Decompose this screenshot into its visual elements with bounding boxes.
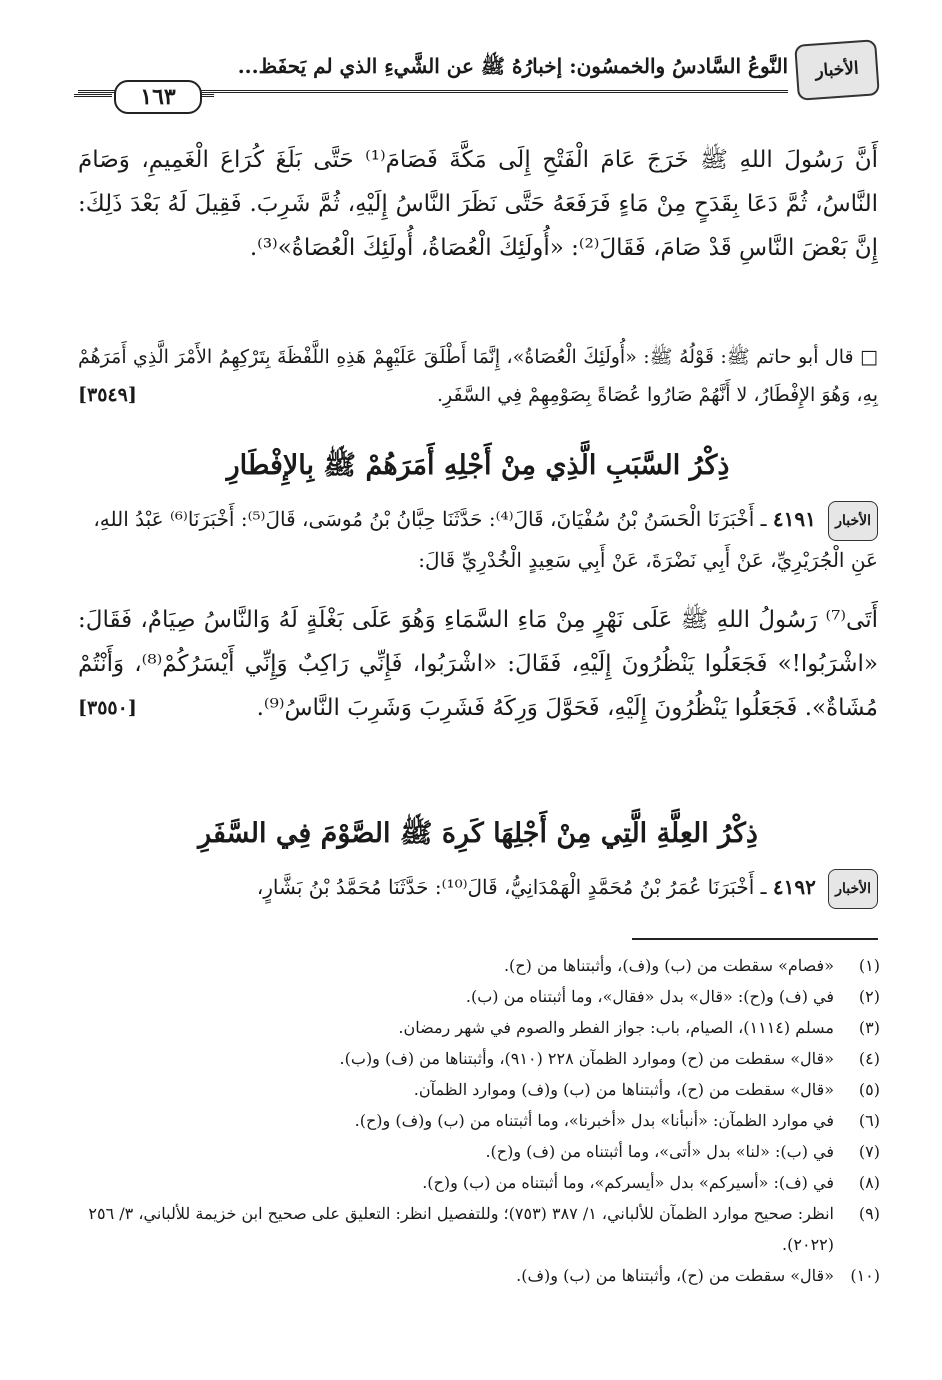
- page-number-rule-right: [200, 94, 214, 97]
- footnote-text: مسلم (١١١٤)، الصيام، باب: جواز الفطر والصوم في شهر رمضان.: [398, 1018, 834, 1037]
- hadith-isnad: [78, 868, 878, 909]
- footnote: [70, 1167, 880, 1198]
- hadith-text: [78, 598, 878, 730]
- commentary-text: □ قال أبو حاتم ﷺ: قَوْلُهُ ﷺ: «أُولَئِكَ الْعُصَاةُ»، إِنَّمَا أَطْلَقَ عَلَيْهِمْ هَذِهِ اللَّفْظَةَ بِتَرْكِهِمُ الأَمْرَ الَّذِي أَمَرَهُمْ بِهِ، وَهُوَ الإِفْطَارُ، لا أَنَّهُمْ صَارُوا عُصَاةً بِصَوْمِهِمْ فِي السَّفَرِ.: [78, 346, 878, 406]
- footnote: [70, 1260, 880, 1291]
- footnote-number: (١٠): [850, 1266, 880, 1285]
- footnote: [70, 1105, 880, 1136]
- hadith-text: أَنَّ رَسُولَ اللهِ ﷺ خَرَجَ عَامَ الْفَتْحِ إِلَى مَكَّةَ فَصَامَ⁽¹⁾ حَتَّى بَلَغَ كُرَاعَ الْغَمِيمِ، وَصَامَ النَّاسُ، ثُمَّ دَعَا بِقَدَحٍ مِنْ مَاءٍ فَرَفَعَهُ حَتَّى نَظَرَ النَّاسُ إِلَيْهِ، ثُمَّ شَرِبَ. فَقِيلَ لَهُ بَعْدَ ذَلِكَ: إِنَّ بَعْضَ النَّاسِ قَدْ صَامَ، فَقَالَ⁽²⁾: «أُولَئِكَ الْعُصَاةُ، أُولَئِكَ الْعُصَاةُ»⁽³⁾.: [78, 147, 879, 261]
- footnote: [70, 981, 880, 1012]
- footnote-text: في موارد الظمآن: «أنبأنا» بدل «أخبرنا»، وما أثبتناه من (ب) و(ف) و(ح).: [354, 1111, 834, 1130]
- akhbar-badge: الأخبار: [828, 869, 878, 909]
- section-heading: ذِكْرُ السَّبَبِ الَّذِي مِنْ أَجْلِهِ أَمَرَهُمْ ﷺ بِالإِفْطَارِ: [226, 450, 730, 481]
- footnote-text: «قال» سقطت من (ح)، وأثبتناها من (ب) و(ف) وموارد الظمآن.: [413, 1080, 834, 1099]
- footnote-number: (٦): [858, 1111, 880, 1130]
- akhbar-badge: الأخبار: [828, 501, 878, 541]
- footnote: [70, 1136, 880, 1167]
- page-number-rule-left: [74, 94, 112, 97]
- footnotes: [70, 950, 880, 1291]
- section-heading: ذِكْرُ العِلَّةِ الَّتِي مِنْ أَجْلِهَا كَرِهَ ﷺ الصَّوْمَ فِي السَّفَرِ: [198, 818, 758, 849]
- hadith-reference: [٣٥٥٠]: [78, 697, 137, 719]
- footnote: [70, 950, 880, 981]
- footnote-number: (٥): [858, 1080, 880, 1099]
- footnote-text: انظر: صحيح موارد الظمآن للألباني، ١/ ٣٨٧ (٧٥٣)؛ وللتفصيل انظر: التعليق على صحيح ابن خزيمة للألباني، ٣/ ٢٥٦ (٢٠٢٢).: [88, 1204, 834, 1254]
- footnote-text: «قال» سقطت من (ح)، وأثبتناها من (ب) و(ف).: [516, 1266, 834, 1285]
- section-badge: الأخبار: [794, 39, 880, 101]
- page-number: ١٦٣: [114, 80, 202, 114]
- commentary-note: [78, 338, 878, 414]
- footnote-rule: [632, 938, 878, 940]
- footnote: [70, 1074, 880, 1105]
- footnote-text: في (ف): «أسيركم» بدل «أيسركم»، وما أثبتناه من (ب) و(ح).: [422, 1173, 834, 1192]
- footnote: [70, 1198, 880, 1260]
- footnote-number: (٣): [858, 1018, 880, 1037]
- footnote-number: (٧): [858, 1142, 880, 1161]
- footnote-number: (٩): [858, 1204, 880, 1223]
- footnote-text: «قال» سقطت من (ح) وموارد الظمآن ٢٢٨ (٩١٠)، وأثبتناها من (ف) و(ب).: [339, 1049, 834, 1068]
- isnad-text: ـ أَخْبَرَنَا الْحَسَنُ بْنُ سُفْيَانَ، قَالَ⁽⁴⁾: حَدَّثَنَا حِبَّانُ بْنُ مُوسَى، قَالَ⁽⁵⁾: أَخْبَرَنَا⁽⁶⁾ عَبْدُ اللهِ، عَنِ الْجُرَيْرِيِّ، عَنْ أَبِي نَضْرَةَ، عَنْ أَبِي سَعِيدٍ الْخُدْرِيِّ قَالَ:: [93, 507, 878, 572]
- footnote-text: في (ب): «لنا» بدل «أتى»، وما أثبتناه من (ف) و(ح).: [485, 1142, 834, 1161]
- hadith-isnad: [78, 500, 878, 579]
- footnote-text: «فصام» سقطت من (ب) و(ف)، وأثبتناها من (ح).: [503, 956, 834, 975]
- hadith-number: ٤١٩٢: [772, 875, 816, 899]
- footnote: [70, 1012, 880, 1043]
- isnad-text: ـ أَخْبَرَنَا عُمَرُ بْنُ مُحَمَّدٍ الْهَمْدَانِيُّ، قَالَ⁽¹⁰⁾: حَدَّثَنَا مُحَمَّدُ بْنُ بَشَّارٍ،: [256, 875, 767, 899]
- footnote-number: (٤): [858, 1049, 880, 1068]
- hadith-body: أَتَى⁽⁷⁾ رَسُولُ اللهِ ﷺ عَلَى نَهْرٍ مِنْ مَاءِ السَّمَاءِ وَهُوَ عَلَى بَغْلَةٍ لَهُ وَالنَّاسُ صِيَامٌ، فَقَالَ: «اشْرَبُوا!» فَجَعَلُوا يَنْظُرُونَ إِلَيْهِ، فَقَالَ: «اشْرَبُوا، فَإِنِّي رَاكِبٌ وَإِنِّي أَيْسَرُكُمْ⁽⁸⁾، وَأَنْتُمْ مُشَاةٌ». فَجَعَلُوا يَنْظُرُونَ إِلَيْهِ، فَحَوَّلَ وَرِكَهُ فَشَرِبَ وَشَرِبَ النَّاسُ⁽⁹⁾.: [78, 607, 878, 721]
- footnote-number: (١): [858, 956, 880, 975]
- footnote-number: (٢): [858, 987, 880, 1006]
- hadith-reference: [٣٥٤٩]: [78, 384, 137, 406]
- footnote-number: (٨): [858, 1173, 880, 1192]
- footnote: [70, 1043, 880, 1074]
- page-header: [78, 38, 878, 116]
- footnote-text: في (ف) و(ح): «قال» بدل «فقال»، وما أثبتناه من (ب).: [465, 987, 834, 1006]
- hadith-number: ٤١٩١: [772, 507, 816, 531]
- header-title: النَّوعُ السَّادسُ والخمسُون: إخبارُهُ ﷺ عن الشَّيءِ الذي لم يَحفَظ...: [237, 54, 788, 78]
